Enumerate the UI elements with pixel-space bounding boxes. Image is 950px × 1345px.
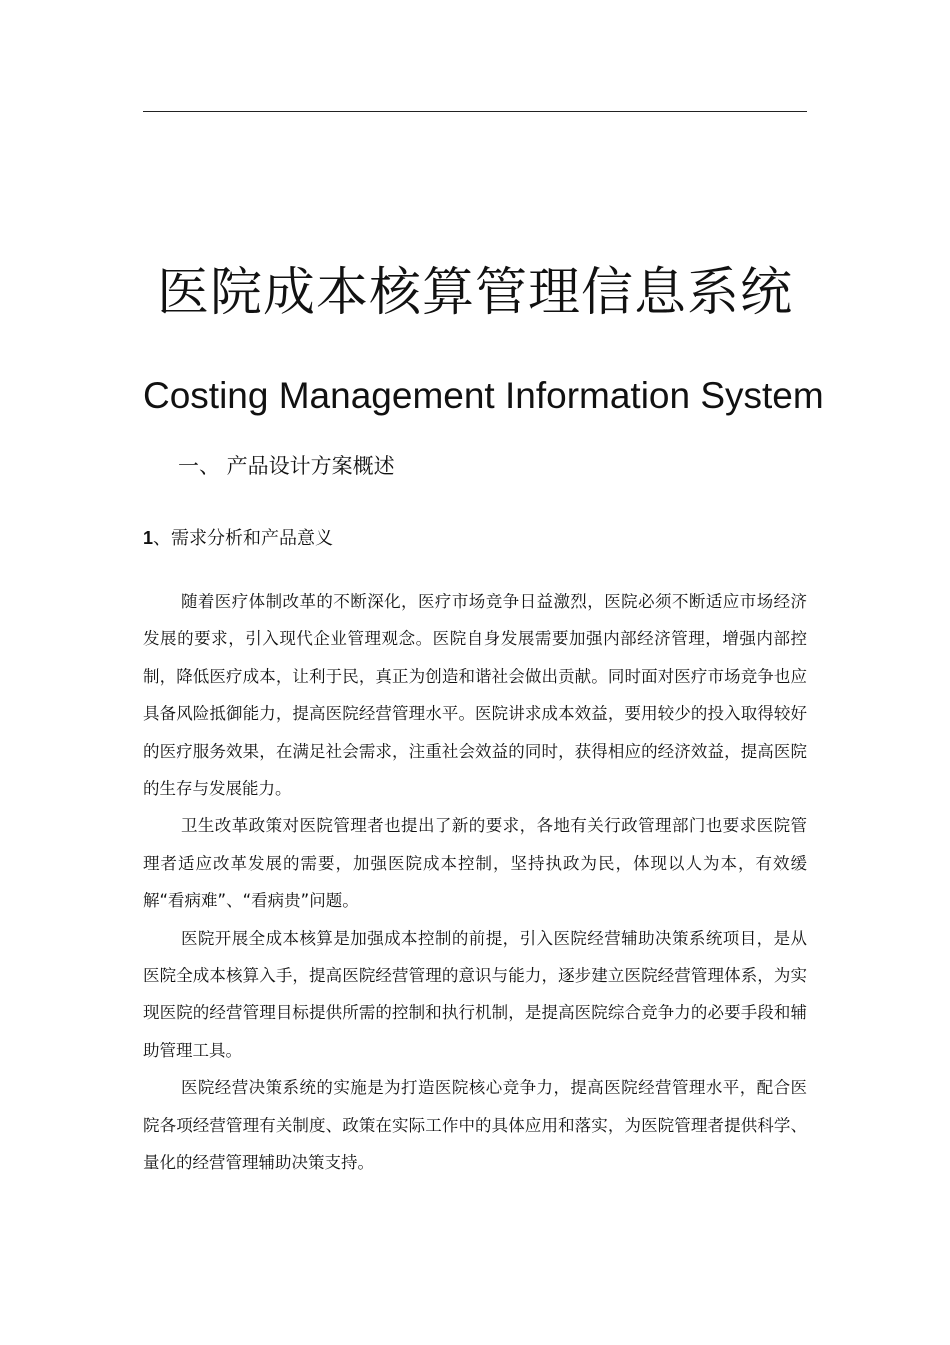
paragraph: 随着医疗体制改革的不断深化，医疗市场竞争日益激烈，医院必须不断适应市场经济发展的要求，引入现代企业管理观念。医院自身发展需要加强内部经济管理，增强内部控制，降低医疗成本，让利于民，真正为创造和谐社会做出贡献。同时面对医疗市场竞争也应具备风险抵御能力，提高医院经营管理水平。医院讲求成本效益，要用较少的投入取得较好的医疗服务效果，在满足社会需求，注重社会效益的同时，获得相应的经济效益，提高医院的生存与发展能力。 — [143, 592, 807, 799]
subsection-number: 1 — [143, 528, 154, 548]
header-rule — [143, 111, 807, 112]
subsection-heading — [143, 524, 333, 553]
body-text — [143, 583, 807, 1182]
section-heading: 一、 产品设计方案概述 — [178, 454, 395, 478]
paragraph: 卫生改革政策对医院管理者也提出了新的要求，各地有关行政管理部门也要求医院管理者适应改革发展的需要，加强医院成本控制，坚持执政为民，体现以人为本，有效缓解“看病难”、“看病贵”问题。 — [143, 816, 807, 911]
subsection-label: 、需求分析和产品意义 — [153, 528, 334, 549]
paragraph: 医院经营决策系统的实施是为打造医院核心竞争力，提高医院经营管理水平，配合医院各项经营管理有关制度、政策在实际工作中的具体应用和落实，为医院管理者提供科学、量化的经营管理辅助决策支持。 — [143, 1078, 807, 1173]
document-title: 医院成本核算管理信息系统 — [156, 263, 793, 323]
paragraph: 医院开展全成本核算是加强成本控制的前提，引入医院经营辅助决策系统项目，是从医院全成本核算入手，提高医院经营管理的意识与能力，逐步建立医院经营管理体系，为实现医院的经营管理目标提供所需的控制和执行机制，是提高医院综合竞争力的必要手段和辅助管理工具。 — [143, 928, 807, 1060]
document-subtitle: Costing Management Information System — [143, 375, 824, 416]
